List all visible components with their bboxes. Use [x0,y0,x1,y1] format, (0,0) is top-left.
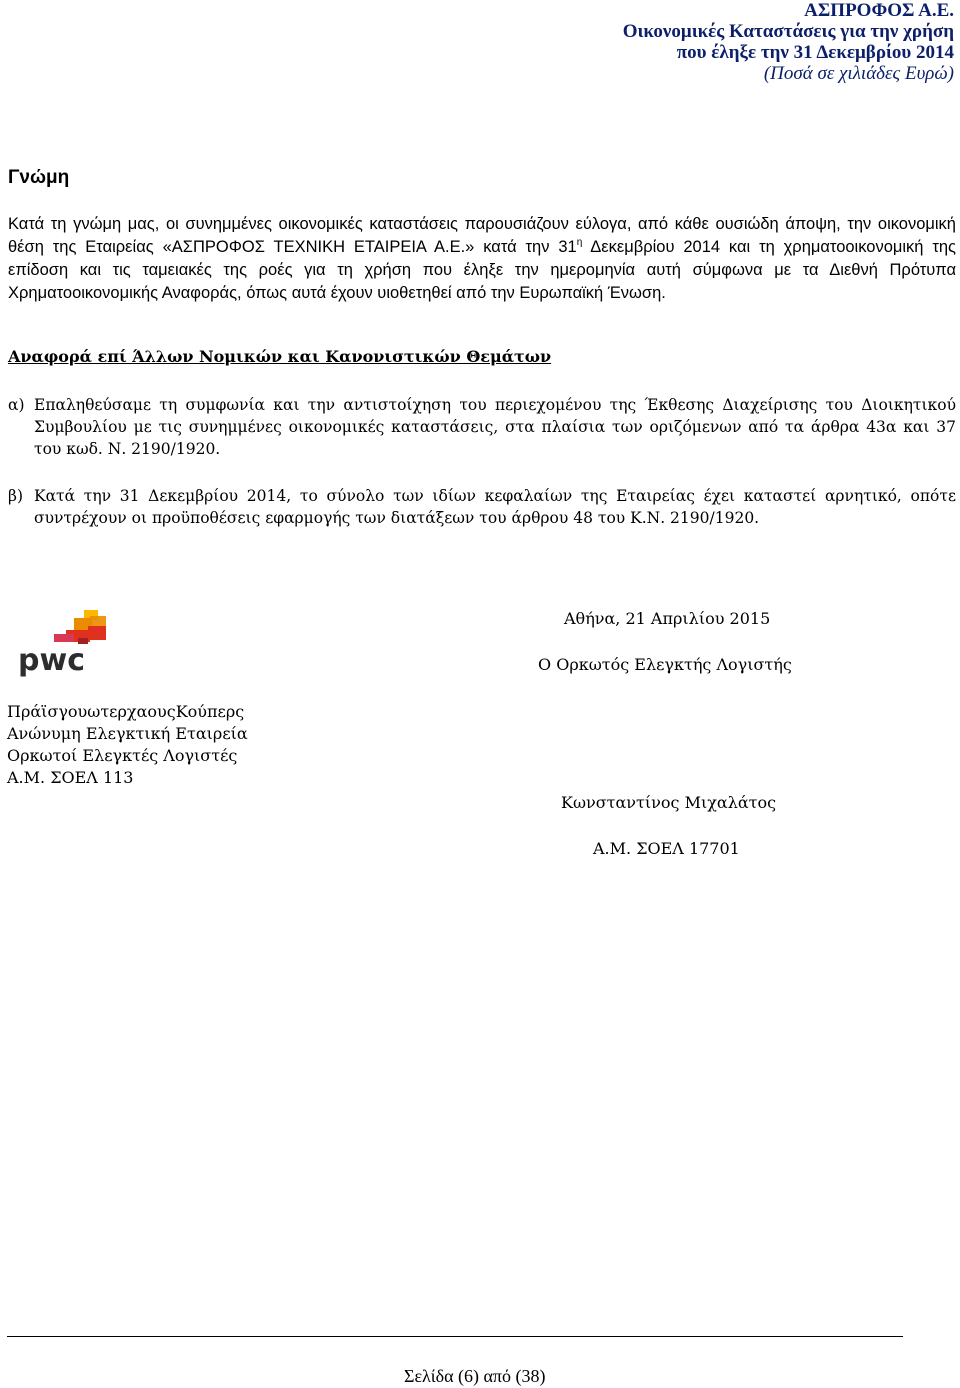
auditor-registration: Α.Μ. ΣΟΕΛ 17701 [593,839,740,858]
header-statements-line2: που έληξε την 31 Δεκεμβρίου 2014 [676,42,954,63]
firm-line: Ανώνυμη Ελεγκτική Εταιρεία [7,724,248,743]
pwc-logo-text: pwc [18,643,85,678]
list-item [8,485,956,529]
page-header [623,0,954,84]
opinion-paragraph [8,213,956,305]
firm-block [7,701,248,789]
other-matters-heading: Αναφορά επί Άλλων Νομικών και Κανονιστικών Θεμάτων [8,347,552,366]
list-item-text: Κατά την 31 Δεκεμβρίου 2014, το σύνολο των ιδίων κεφαλαίων της Εταιρείας έχει καταστεί αρνητικό, οπότε συντρέχουν οι προϋποθέσεις εφαρμογής των διατάξεων του άρθρου 48 του Κ.Ν. 2190/1920. [34,487,956,527]
pwc-logo [18,608,110,680]
list-item-marker: β) [8,487,24,505]
list-item [8,394,956,460]
firm-line: Ορκωτοί Ελεγκτές Λογιστές [7,746,238,765]
header-company: ΑΣΠΡΟΦΟΣ Α.Ε. [804,0,954,21]
header-statements-line1: Οικονομικές Καταστάσεις για την χρήση [622,21,954,42]
header-amounts-note: (Ποσά σε χιλιάδες Ευρώ) [763,63,954,84]
auditor-title: Ο Ορκωτός Ελεγκτής Λογιστής [538,655,792,674]
auditor-name: Κωνσταντίνος Μιχαλάτος [561,793,777,812]
opinion-text-part2: Δεκεμβρίου 2014 και τη χρηματοοικονομική της επίδοση και τις ταμειακές της ροές για τη χρήση που έληξε την ημερομηνία αυτή σύμφωνα με τα Διεθνή Πρότυπα Χρηματοοικονομικής Αναφοράς, όπως αυτά έχουν υιοθετηθεί από την Ευρωπαϊκή Ένωση. [8,238,956,302]
opinion-text-part1: Κατά τη γνώμη μας, οι συνημμένες οικονομικές καταστάσεις παρουσιάζουν εύλογα, από κάθε ουσιώδη άποψη, την οικονομική θέση της Εταιρείας «ΑΣΠΡΟΦΟΣ ΤΕΧΝΙΚΗ ΕΤΑΙΡΕΙΑ Α.Ε.» κατά την 31 [8,215,956,256]
opinion-heading: Γνώμη [8,167,70,188]
footer-divider [7,1336,903,1337]
opinion-ordinal-sup: η [576,237,583,248]
place-date: Αθήνα, 21 Απριλίου 2015 [564,609,771,628]
firm-line: ΠράϊσγουωτερχαουςΚούπερς [7,702,245,721]
list-item-marker: α) [8,396,25,414]
firm-line: Α.Μ. ΣΟΕΛ 113 [7,768,134,787]
list-item-text: Επαληθεύσαμε τη συμφωνία και την αντιστοίχηση του περιεχομένου της Έκθεσης Διαχείρισης του Διοικητικού Συμβουλίου με τις συνημμένες οικονομικές καταστάσεις, στα πλαίσια των οριζόμενων από τα άρθρα 43α και 37 του κωδ. Ν. 2190/1920. [34,396,956,458]
page-number: Σελίδα (6) από (38) [404,1366,546,1386]
